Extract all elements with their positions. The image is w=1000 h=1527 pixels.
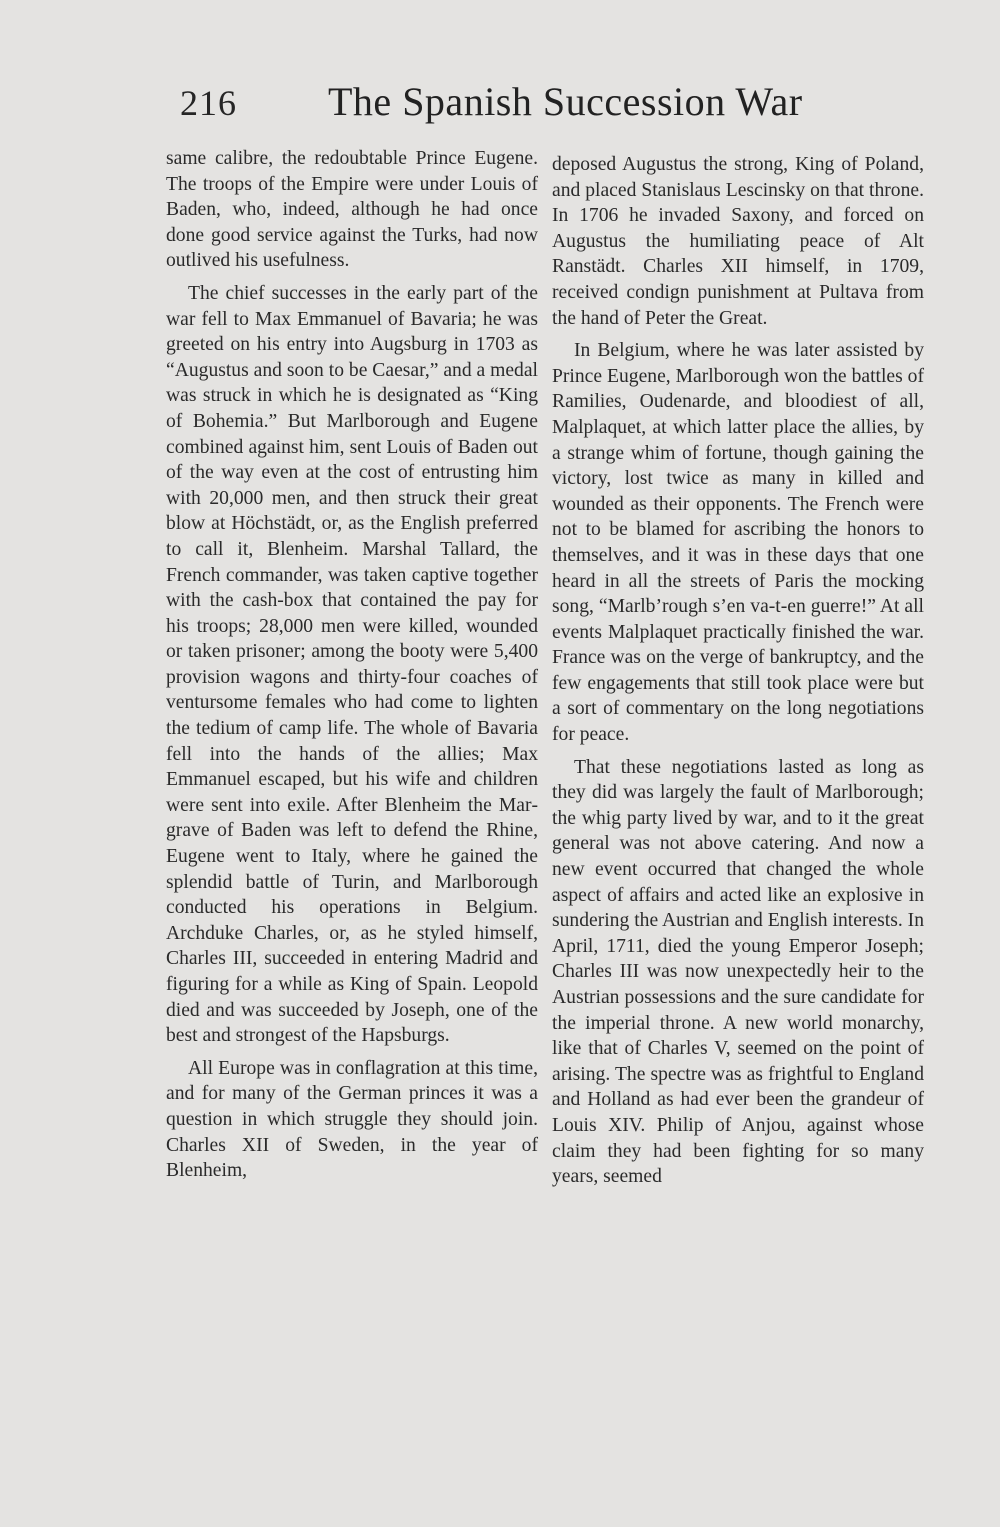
right-column <box>552 152 924 1197</box>
paragraph: deposed Augustus the strong, King of Poland, and placed Stanislaus Lescinsky on that throne. In 1706 he invaded Saxony, and forced on Augustus the humiliating peace of Alt Ranstädt. Charles XII himself, in 1709, received condign punishment at Pultava from the hand of Peter the Great. <box>552 154 924 329</box>
page-number: 216 <box>180 83 237 123</box>
paragraph: The chief successes in the early part of the war fell to Max Emmanuel of Bavaria; he was greeted on his entry into Augsburg in 1703 as “Augustus and soon to be Caesar,” and a medal was struck in which he is designated as “King of Bohemia.” But Marlborough and Eugene combined against him, sent Louis of Baden out of the way even at the cost of entrusting him with 20,000 men, and then struck their great blow at Höchstädt, or, as the English preferred to call it, Blenheim. Marshal Tallard, the French commander, was taken captive together with the cash-box that contained the pay for his troops; 28,000 men were killed, wounded or taken prisoner; among the booty were 5,400 provision wagons and thirty-four coaches of ventursome females who had come to lighten the tedium of camp life. The whole of Bavaria fell into the hands of the allies; Max Emmanuel escaped, but his wife and children were sent into exile. After Blenheim the Margrave of Baden was left to defend the Rhine, Eugene went to Italy, where he gained the splendid battle of Turin, and Marlborough conducted his operations in Belgium. Archduke Charles, or, as he styled himself, Charles III, succeeded in entering Madrid and figuring for a while as King of Spain. Leopold died and was succeeded by Joseph, one of the best and strongest of the Hapsburgs. <box>166 282 538 1047</box>
left-column <box>166 146 538 1191</box>
paragraph: That these negotiations lasted as long as they did was largely the fault of Marlborough; the whig party lived by war, and to it the great general was not above catering. And now a new event occurred that changed the whole aspect of affairs and acted like an explosive in sundering the Austrian and English interests. In April, 1711, died the young Emperor Joseph; Charles III was now unexpectedly heir to the Austrian possessions and the sure candidate for the imperial throne. A new world monarchy, like that of Charles V, seemed on the point of arising. The spectre was as frightful to England and Holland as had ever been the grandeur of Louis XIV. Philip of Anjou, against whose claim they had been fighting for so many years, seemed <box>552 756 924 1188</box>
paragraph: In Belgium, where he was later assisted by Prince Eugene, Marlborough won the battles of Ramilies, Oudenarde, and bloodiest of all, Malplaquet, at which latter place the allies, by a strange whim of fortune, though gaining the victory, lost twice as many in killed and wounded as their opponents. The French were not to be blamed for ascribing the honors to themselves, and it was in these days that one heard in all the streets of Paris the mocking song, “Marlb’rough s’en va-t-en guerre!” At all events Malplaquet practically finished the war. France was on the verge of bankruptcy, and the few engagements that still took place were but a sort of commentary on the long negotiations for peace. <box>552 340 924 746</box>
running-title: The Spanish Succession War <box>328 79 803 124</box>
paragraph: All Europe was in conflagration at this time, and for many of the German princes it was a question in which struggle they should join. Charles XII of Sweden, in the year of Blenheim, <box>166 1057 538 1182</box>
paragraph: same calibre, the redoubtable Prince Eugene. The troops of the Empire were under Louis of Baden, who, indeed, although he had once done good service against the Turks, had now outlived his usefulness. <box>166 148 538 272</box>
running-head <box>180 78 803 138</box>
